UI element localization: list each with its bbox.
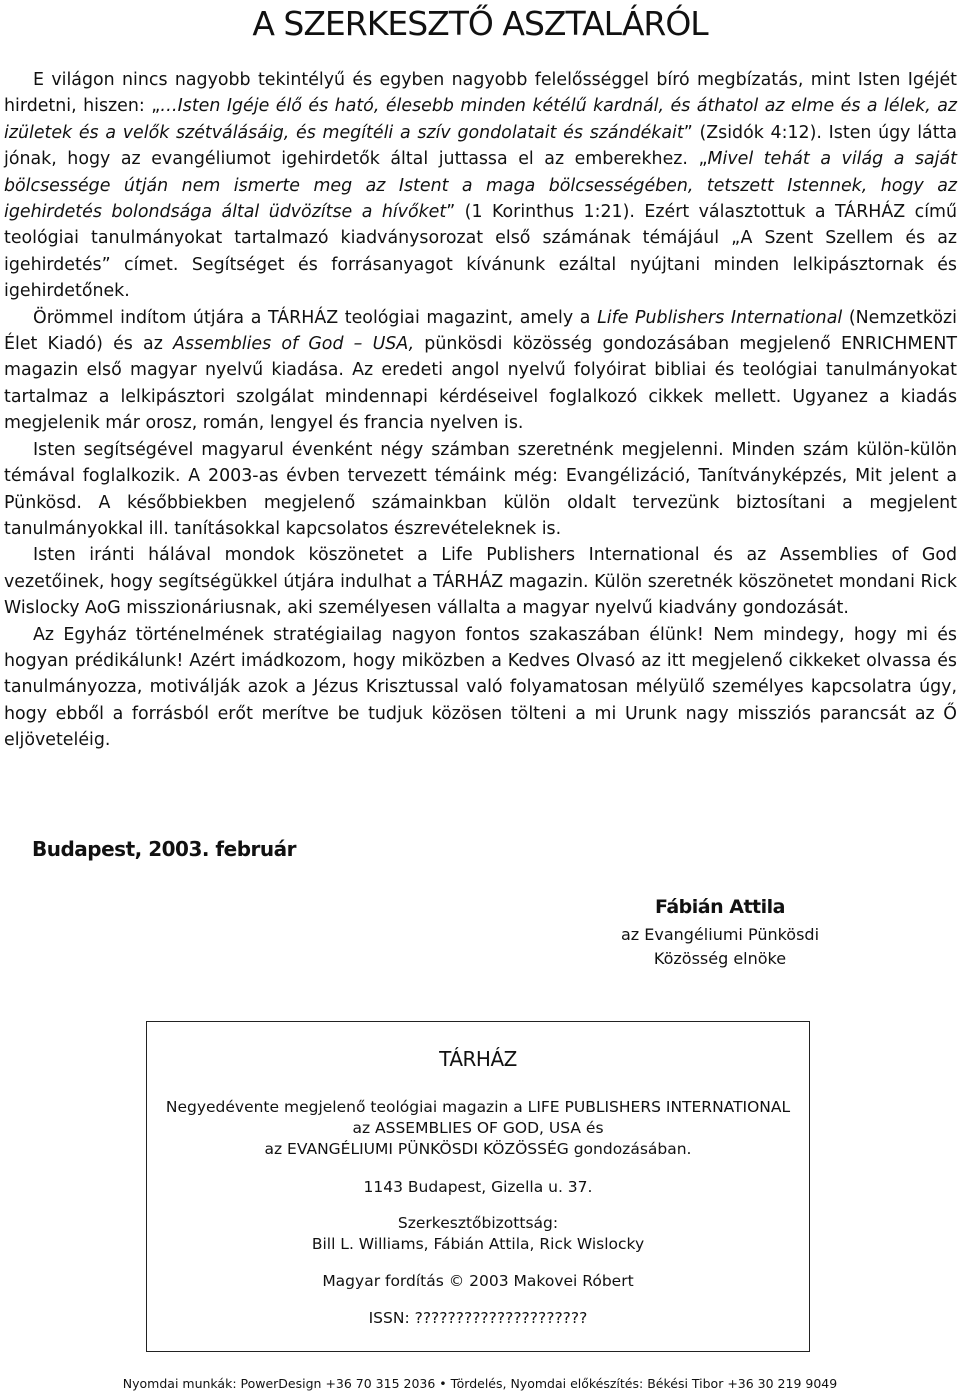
paragraph-text: ” (1 Korinthus 1:21). Ezért választottuk a TÁRHÁZ című teológiai tanulmányokat tartalmazó kiadványsorozat első számának témájául „A Szent Szellem és az igehirdetés” címet. Segítséget és forrásanyagot kívánunk ezáltal nyújtani minden lelkipásztornak és igehirdetőnek. xyxy=(4,202,957,302)
imprint-translation: Magyar fordítás © 2003 Makovei Róbert xyxy=(322,1272,634,1290)
place-and-date: Budapest, 2003. február xyxy=(32,837,296,861)
paragraph-text: Isten iránti hálával mondok köszönetet a Life Publishers International és az Assemblies of God vezetőinek, hogy segítségükkel útjára indulhat a TÁRHÁZ magazin. Külön szeretnék köszönetet mondani Rick Wislocky AoG misszionáriusnak, aki személyesen vállalta a magyar nyelvű kiadvány gondozását. xyxy=(4,545,957,619)
paragraph-text: Örömmel indítom útjára a TÁRHÁZ teológiai magazint, amely a xyxy=(33,307,598,328)
quoted-text: Assemblies of God – USA, xyxy=(173,334,415,355)
imprint-line-1: Negyedévente megjelenő teológiai magazin a LIFE PUBLISHERS INTERNATIONAL xyxy=(165,1098,791,1116)
paragraph-text: Az Egyház történelmének stratégiailag nagyon fontos szakaszában élünk! Nem mindegy, hogy mi és hogyan prédikálunk! Azért imádkozom, hogy miközben a Kedves Olvasó az itt megjelenő cikkeket olvassa és tanulmányozza, motiválják azok a Jézus Krisztussal való folyamatosan mélyülő személyes kapcsolatra úgy, hogy ebből a forrásból erőt merítve be tudjuk közösen tölteni a mi Urunk nagy missziós parancsát az Ő eljöveteléig. xyxy=(4,624,957,751)
paragraph-text: (Nemzetközi Élet Kiadó) és az xyxy=(4,307,957,355)
paragraph-text: ” (Zsidók 4:12). Isten úgy látta jónak, hogy az evangéliumot igehirdetők által juttassa el az emberekhez. „ xyxy=(4,122,957,170)
imprint-line-2: az ASSEMBLIES OF GOD, USA és xyxy=(352,1119,604,1137)
quoted-text: Life Publishers International xyxy=(597,307,843,328)
paragraph-text: E világon nincs nagyobb tekintélyű és egyben nagyobb felelősséggel bíró megbízatás, mint Isten Igéjét hirdetni, hiszen: „ xyxy=(4,70,957,117)
quoted-text: Mivel tehát a világ a saját bölcsessége útján nem ismerte meg az Istent a maga bölcsességében, tetszett Istennek, hogy az igehirdetés bolondsága által üdvözítse a hívőket xyxy=(4,149,957,223)
imprint-board-members: Bill L. Williams, Fábián Attila, Rick Wislocky xyxy=(311,1235,645,1253)
printing-credits-footer: Nyomdai munkák: PowerDesign +36 70 315 2036 • Tördelés, Nyomdai előkészítés: Békési Tibor +36 30 219 9049 xyxy=(122,1376,838,1391)
body-paragraph xyxy=(4,622,957,754)
signature-role-line-1: az Evangéliumi Pünkösdi xyxy=(620,925,820,944)
editorial-body xyxy=(4,67,957,754)
imprint-title: TÁRHÁZ xyxy=(439,1047,517,1071)
imprint-line-3: az EVANGÉLIUMI PÜNKÖSDI KÖZÖSSÉG gondozásában. xyxy=(264,1140,692,1158)
imprint-box xyxy=(146,1021,810,1352)
imprint-board-label: Szerkesztőbizottság: xyxy=(397,1214,559,1232)
body-paragraph xyxy=(4,305,957,437)
signature-name: Fábián Attila xyxy=(655,896,785,918)
body-paragraph xyxy=(4,542,957,621)
page-title: A SZERKESZTŐ ASZTALÁRÓL xyxy=(252,4,708,43)
signature-block xyxy=(590,893,850,971)
paragraph-text: pünkösdi közösség gondozásában megjelenő ENRICHMENT magazin első magyar nyelvű kiadása. Az eredeti angol nyelvű folyóirat bibliai és teológiai tanulmányokat tartalmaz a lelkipásztori szolgálat mindennapi kérdéseivel foglalkozó cikkek mellett. Ugyanez a kiadás megjelenik már orosz, román, lengyel és francia nyelven is. xyxy=(4,334,957,434)
body-paragraph xyxy=(4,437,957,543)
signature-role-line-2: Közösség elnöke xyxy=(653,949,787,968)
body-paragraph xyxy=(4,67,957,305)
quoted-text: …Isten Igéje élő és ható, élesebb minden kétélű kardnál, és áthatol az elme és a lélek, az izületek és a velők szétválásáig, és megítéli a szív gondolatait és szándékait xyxy=(4,96,958,143)
imprint-issn: ISSN: ????????????????????? xyxy=(368,1309,588,1327)
imprint-address: 1143 Budapest, Gizella u. 37. xyxy=(363,1178,593,1196)
paragraph-text: Isten segítségével magyarul évenként négy számban szeretnénk megjelenni. Minden szám külön-külön témával foglalkozik. A 2003-as évben tervezett témáink még: Evangélizáció, Tanítványképzés, Mit jelent a Pünkösd. A későbbiekben megjelenő számainkban külön oldalt tervezünk biztosítani a megjelent tanulmányokkal ill. tanításokkal kapcsolatos észrevételeknek is. xyxy=(4,439,957,539)
